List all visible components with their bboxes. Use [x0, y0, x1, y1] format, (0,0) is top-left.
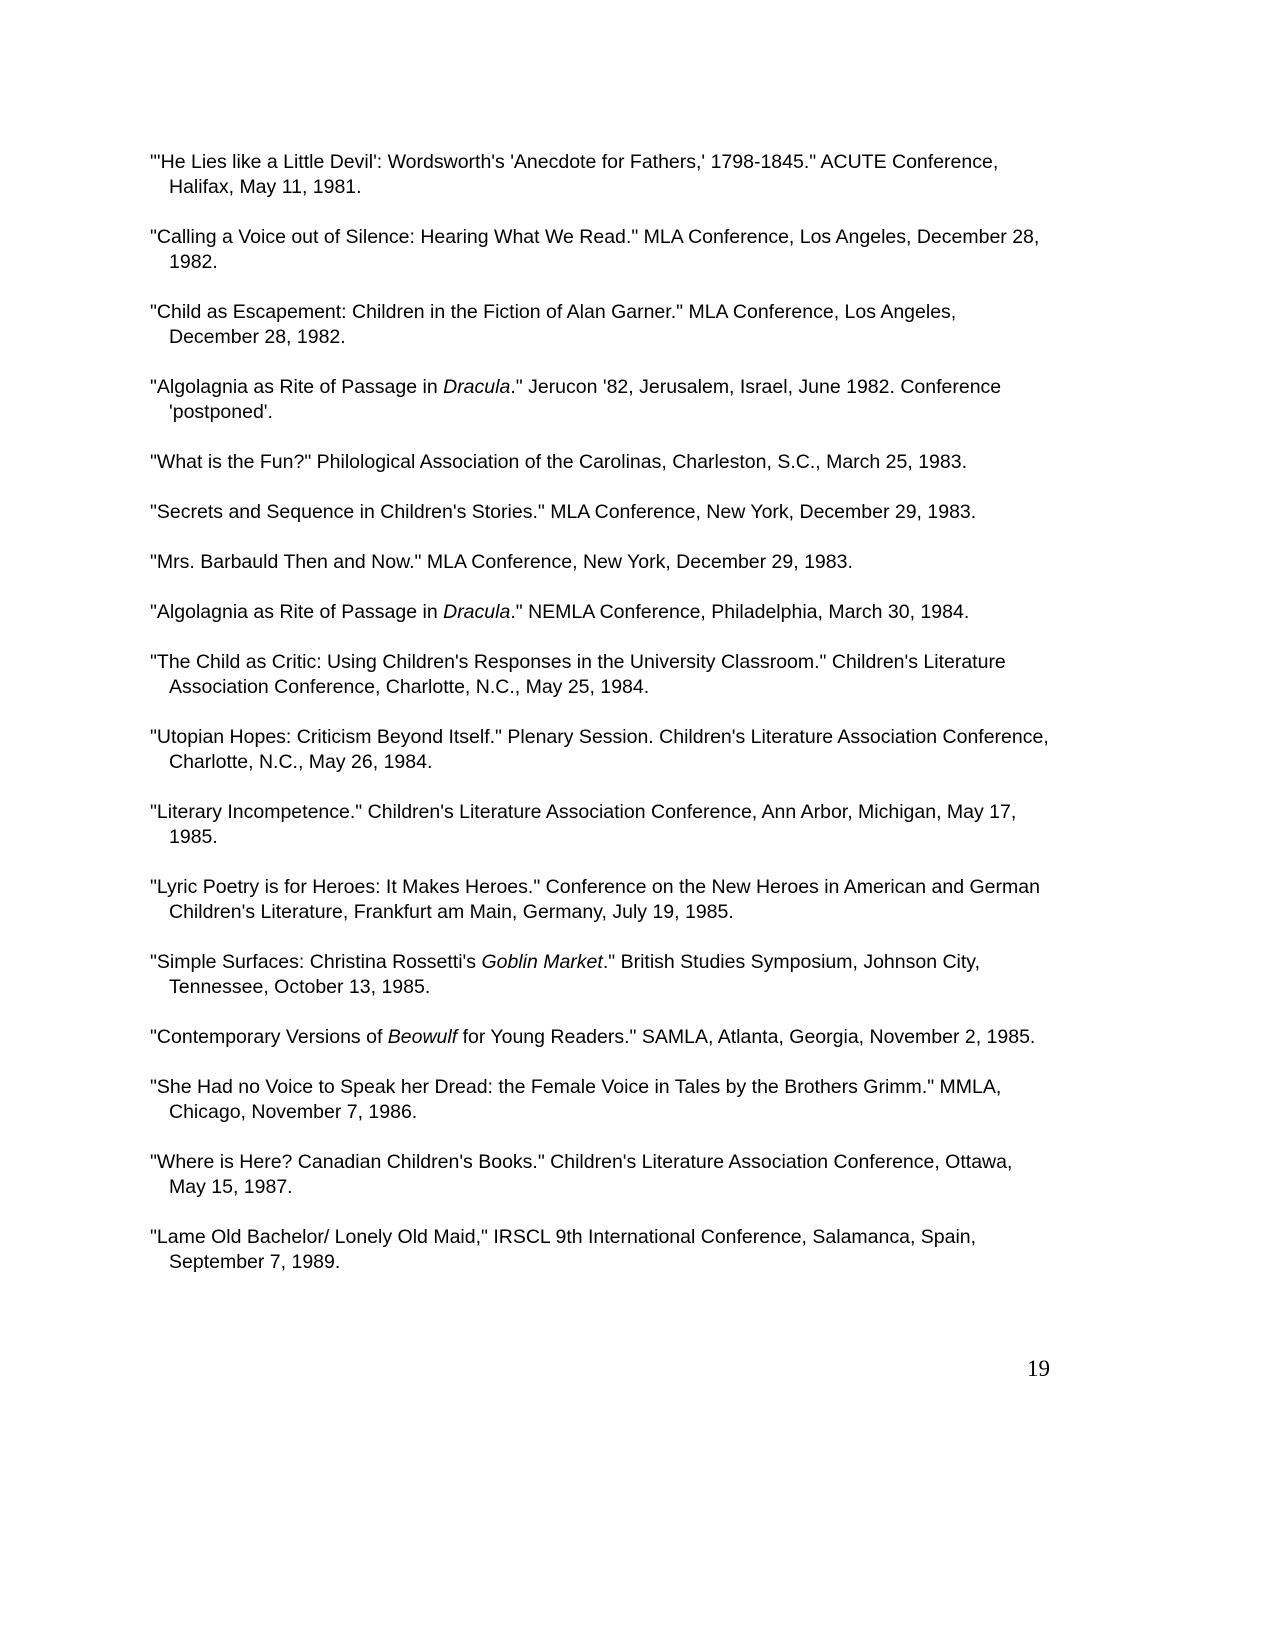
list-item: "Algolagnia as Rite of Passage in Dracula." NEMLA Conference, Philadelphia, March 30, 1984. — [150, 601, 970, 623]
list-item: "Calling a Voice out of Silence: Hearing What We Read." MLA Conference, Los Angeles, December 28, 1982. — [150, 226, 1040, 273]
list-item: "Utopian Hopes: Criticism Beyond Itself." Plenary Session. Children's Literature Association Conference, Charlotte, N.C., May 26, 1984. — [150, 726, 1049, 773]
list-item: "What is the Fun?" Philological Association of the Carolinas, Charleston, S.C., March 25, 1983. — [150, 451, 968, 473]
list-item: "Secrets and Sequence in Children's Stories." MLA Conference, New York, December 29, 1983. — [150, 501, 977, 523]
list-item: "Mrs. Barbauld Then and Now." MLA Conference, New York, December 29, 1983. — [150, 551, 853, 573]
list-item: "Lame Old Bachelor/ Lonely Old Maid," IRSCL 9th International Conference, Salamanca, Spain, September 7, 1989. — [150, 1226, 977, 1273]
list-item: "'He Lies like a Little Devil': Wordsworth's 'Anecdote for Fathers,' 1798-1845." ACUTE Conference, Halifax, May 11, 1981. — [150, 151, 999, 198]
list-item: "Literary Incompetence." Children's Literature Association Conference, Ann Arbor, Michigan, May 17, 1985. — [150, 801, 1017, 848]
list-item: "Where is Here? Canadian Children's Books." Children's Literature Association Conference, Ottawa, May 15, 1987. — [150, 1151, 1013, 1198]
list-item: "The Child as Critic: Using Children's Responses in the University Classroom." Children's Literature Association Conference, Charlotte, N.C., May 25, 1984. — [150, 651, 1006, 698]
italic-title: Dracula — [443, 601, 511, 623]
italic-title: Beowulf — [387, 1026, 458, 1048]
list-item: "She Had no Voice to Speak her Dread: the Female Voice in Tales by the Brothers Grimm." MMLA, Chicago, November 7, 1986. — [150, 1076, 1002, 1123]
list-item: "Simple Surfaces: Christina Rossetti's Goblin Market." British Studies Symposium, Johnson City, Tennessee, October 13, 1985. — [150, 951, 981, 998]
presentations-list — [150, 150, 1050, 1300]
list-item: "Algolagnia as Rite of Passage in Dracula." Jerucon '82, Jerusalem, Israel, June 1982. Conference 'postponed'. — [150, 376, 1002, 423]
italic-title: Dracula — [443, 376, 511, 398]
list-item: "Contemporary Versions of Beowulf for Young Readers." SAMLA, Atlanta, Georgia, November 2, 1985. — [150, 1026, 1036, 1048]
italic-title: Goblin Market — [481, 951, 603, 973]
list-item: "Lyric Poetry is for Heroes: It Makes Heroes." Conference on the New Heroes in American and German Children's Literature, Frankfurt am Main, Germany, July 19, 1985. — [150, 876, 1040, 923]
page-number: 19 — [1027, 1356, 1050, 1381]
list-item: "Child as Escapement: Children in the Fiction of Alan Garner." MLA Conference, Los Angeles, December 28, 1982. — [150, 301, 957, 348]
